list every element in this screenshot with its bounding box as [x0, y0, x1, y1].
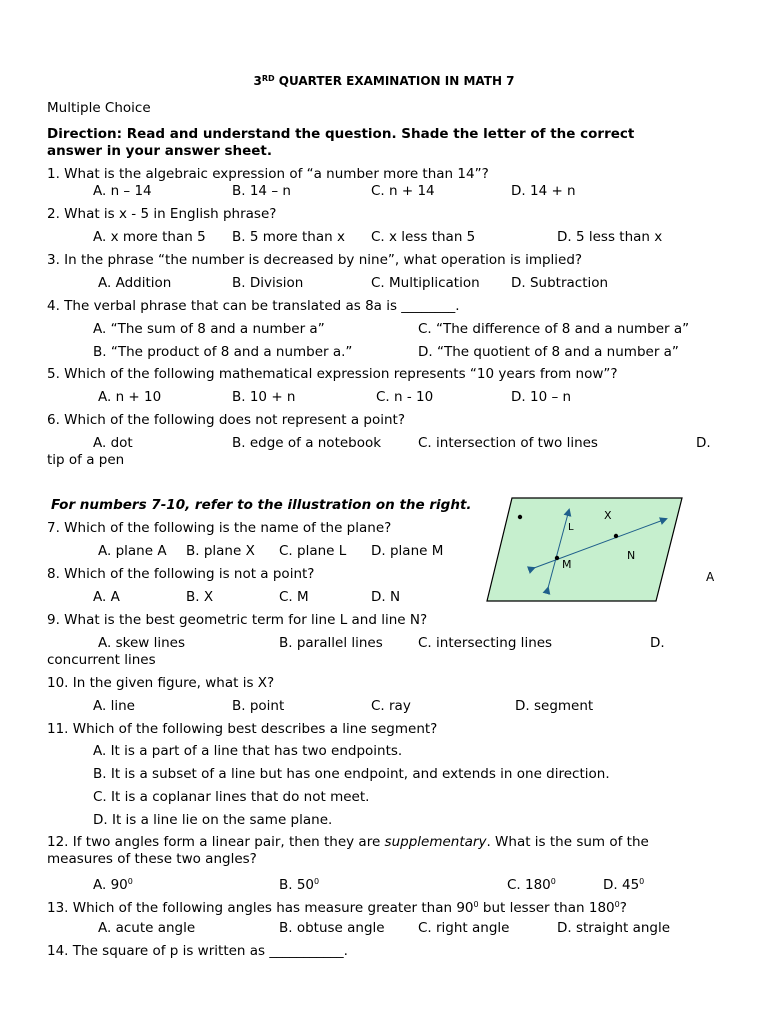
- question-10: 10. In the given figure, what is X?: [47, 675, 275, 691]
- question-12-line-2: measures of these two angles?: [47, 851, 257, 867]
- q13-option-a: A. acute angle: [98, 920, 196, 936]
- label-x: X: [604, 509, 612, 522]
- question-11: 11. Which of the following best describes a line segment?: [47, 721, 438, 737]
- q6-option-d-continued: tip of a pen: [47, 452, 125, 468]
- plane-figure: [484, 494, 684, 604]
- q1-option-b: B. 14 – n: [232, 183, 291, 199]
- q8-option-b: B. X: [186, 589, 214, 605]
- point-n-dot: [614, 534, 618, 538]
- q7-option-a: A. plane A: [98, 543, 167, 559]
- q4-option-b: B. “The product of 8 and a number a.”: [93, 344, 353, 360]
- q4-option-d: D. “The quotient of 8 and a number a”: [418, 344, 679, 360]
- direction-line-1: Direction: Read and understand the question. Shade the letter of the correct: [47, 126, 635, 142]
- q12-option-c: C. $180^0$: [507, 877, 556, 893]
- q11-option-d: D. It is a line lie on the same plane.: [93, 812, 333, 828]
- question-5: 5. Which of the following mathematical expression represents “10 years from now”?: [47, 366, 618, 382]
- question-3: 3. In the phrase “the number is decreased by nine”, what operation is implied?: [47, 252, 583, 268]
- q9-option-d-continued: concurrent lines: [47, 652, 156, 668]
- question-13: 13. Which of the following angles has measure greater than $90^0$ but lesser than $180^0$?: [47, 900, 627, 916]
- section-label: Multiple Choice: [47, 100, 151, 116]
- q2-option-b: B. 5 more than x: [232, 229, 345, 245]
- q10-option-d: D. segment: [515, 698, 594, 714]
- q1-option-a: A. n – 14: [93, 183, 152, 199]
- figure-label-a: A: [706, 570, 715, 584]
- q3-option-d: D. Subtraction: [511, 275, 609, 291]
- q2-option-d: D. 5 less than x: [557, 229, 663, 245]
- label-m: M: [562, 558, 572, 571]
- question-4: 4. The verbal phrase that can be translated as 8a is ________.: [47, 298, 460, 314]
- q1-option-d: D. 14 + n: [511, 183, 576, 199]
- q6-option-b: B. edge of a notebook: [232, 435, 382, 451]
- point-x-dot: [518, 515, 522, 519]
- q5-option-d: D. 10 – n: [511, 389, 572, 405]
- q12-option-a: A. $90^0$: [93, 877, 133, 893]
- q12-option-d: D. $45^0$: [603, 877, 645, 893]
- question-1: 1. What is the algebraic expression of “a number more than 14”?: [47, 166, 489, 182]
- q7-option-c: C. plane L: [279, 543, 347, 559]
- question-8: 8. Which of the following is not a point?: [47, 566, 315, 582]
- q6-option-a: A. dot: [93, 435, 133, 451]
- q5-option-c: C. n - 10: [376, 389, 434, 405]
- q13-option-b: B. obtuse angle: [279, 920, 385, 936]
- q8-option-c: C. M: [279, 589, 309, 605]
- q3-option-b: B. Division: [232, 275, 304, 291]
- refer-instruction: For numbers 7-10, refer to the illustration on the right.: [51, 497, 472, 513]
- q5-option-b: B. 10 + n: [232, 389, 296, 405]
- q9-option-d: D.: [650, 635, 665, 651]
- question-12: 12. If two angles form a linear pair, then they are supplementary. What is the sum of the: [47, 834, 649, 850]
- q6-option-d: D.: [696, 435, 711, 451]
- direction-line-2: answer in your answer sheet.: [47, 143, 273, 159]
- q3-option-a: A. Addition: [98, 275, 172, 291]
- q5-option-a: A. n + 10: [98, 389, 162, 405]
- q12-option-b: B. $50^0$: [279, 877, 320, 893]
- q2-option-a: A. x more than 5: [93, 229, 206, 245]
- q9-option-b: B. parallel lines: [279, 635, 383, 651]
- question-14: 14. The square of p is written as ___________.: [47, 943, 348, 959]
- q10-option-a: A. line: [93, 698, 135, 714]
- question-6: 6. Which of the following does not represent a point?: [47, 412, 406, 428]
- question-7: 7. Which of the following is the name of the plane?: [47, 520, 392, 536]
- q3-option-c: C. Multiplication: [371, 275, 480, 291]
- q9-option-c: C. intersecting lines: [418, 635, 553, 651]
- q13-option-c: C. right angle: [418, 920, 510, 936]
- q11-option-a: A. It is a part of a line that has two endpoints.: [93, 743, 403, 759]
- q10-option-b: B. point: [232, 698, 285, 714]
- point-m-dot: [555, 556, 559, 560]
- label-n: N: [627, 549, 636, 562]
- q8-option-a: A. A: [93, 589, 120, 605]
- q4-option-c: C. “The difference of 8 and a number a”: [418, 321, 690, 337]
- question-9: 9. What is the best geometric term for line L and line N?: [47, 612, 428, 628]
- q6-option-c: C. intersection of two lines: [418, 435, 598, 451]
- label-l: L: [568, 522, 574, 533]
- question-2: 2. What is x - 5 in English phrase?: [47, 206, 277, 222]
- q10-option-c: C. ray: [371, 698, 411, 714]
- q11-option-b: B. It is a subset of a line but has one endpoint, and extends in one direction.: [93, 766, 610, 782]
- q7-option-b: B. plane X: [186, 543, 255, 559]
- q2-option-c: C. x less than 5: [371, 229, 476, 245]
- q1-option-c: C. n + 14: [371, 183, 435, 199]
- q13-option-d: D. straight angle: [557, 920, 671, 936]
- q11-option-c: C. It is a coplanar lines that do not meet.: [93, 789, 370, 805]
- q7-option-d: D. plane M: [371, 543, 444, 559]
- q8-option-d: D. N: [371, 589, 401, 605]
- page-title: 3RD QUARTER EXAMINATION IN MATH 7: [253, 74, 515, 88]
- q4-option-a: A. “The sum of 8 and a number a”: [93, 321, 325, 337]
- q9-option-a: A. skew lines: [98, 635, 185, 651]
